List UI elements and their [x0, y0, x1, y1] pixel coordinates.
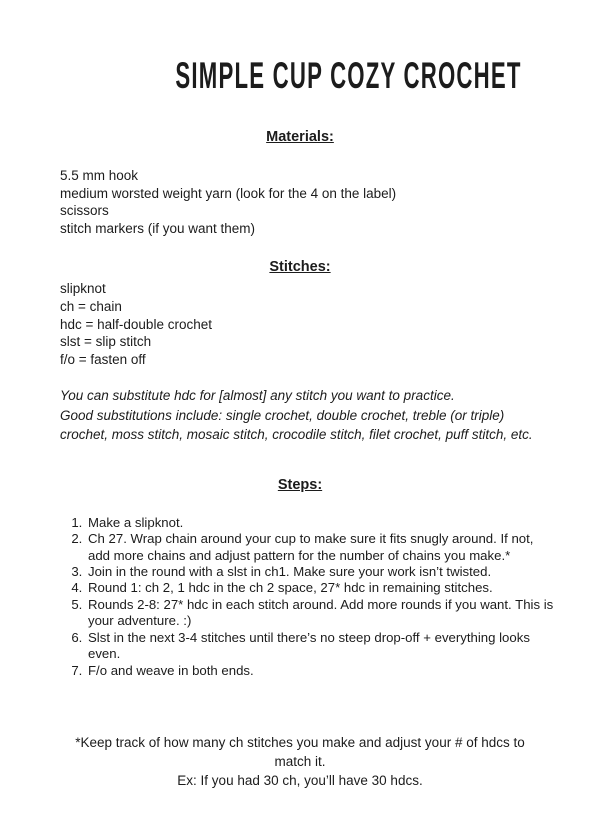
- steps-list: [60, 515, 557, 679]
- materials-list-item: scissors: [60, 203, 109, 219]
- stitches-list: [60, 280, 540, 368]
- document-page: [0, 57, 600, 790]
- materials-list: [60, 167, 540, 237]
- step-item: 7. F/o and weave in both ends.: [86, 663, 557, 679]
- substitution-note: [60, 386, 540, 445]
- page-title-text: SIMPLE CUP COZY CROCHET: [175, 55, 522, 96]
- substitution-note-paragraph: Good substitutions include: single crochet, double crochet, treble (or triple) crochet, moss stitch, mosaic stitch, crocodile stitch, filet crochet, puff stitch, etc.: [60, 407, 533, 443]
- stitches-list-item: slipknot: [60, 281, 106, 297]
- step-item: 2. Ch 27. Wrap chain around your cup to make sure it fits snugly around. If not, add more chains and adjust pattern for the number of chains you make.*: [86, 531, 557, 564]
- page-title: [60, 57, 540, 95]
- materials-heading: Materials:: [266, 129, 334, 145]
- stitches-list-item: hdc = half-double crochet: [60, 316, 212, 332]
- steps-heading: Steps:: [277, 476, 323, 493]
- step-item: 5. Rounds 2-8: 27* hdc in each stitch around. Add more rounds if you want. This is your adventure. :): [86, 597, 557, 630]
- stitches-list-item: ch = chain: [60, 298, 122, 314]
- footnote-line: Ex: If you had 30 ch, you’ll have 30 hdcs.: [177, 772, 423, 788]
- step-item: 3. Join in the round with a slst in ch1. Make sure your work isn’t twisted.: [86, 564, 557, 580]
- footnote: [60, 733, 540, 790]
- stitches-heading: Stitches:: [269, 259, 331, 276]
- section-stitches: [60, 258, 540, 368]
- section-materials: [60, 128, 540, 237]
- stitches-list-item: f/o = fasten off: [60, 351, 146, 367]
- step-item: 1. Make a slipknot.: [86, 515, 557, 531]
- footnote-line: *Keep track of how many ch stitches you make and adjust your # of hdcs to match it.: [75, 734, 525, 769]
- materials-list-item: stitch markers (if you want them): [60, 220, 256, 236]
- step-item: 4. Round 1: ch 2, 1 hdc in the ch 2 space, 27* hdc in remaining stitches.: [86, 580, 557, 596]
- materials-list-item: medium worsted weight yarn (look for the 4 on the label): [60, 185, 397, 201]
- step-item: 6. Slst in the next 3-4 stitches until there’s no steep drop-off + everything looks even.: [86, 630, 557, 663]
- stitches-list-item: slst = slip stitch: [60, 334, 152, 350]
- materials-list-item: 5.5 mm hook: [60, 168, 139, 183]
- section-steps: [60, 476, 554, 679]
- substitution-note-paragraph: You can substitute hdc for [almost] any stitch you want to practice.: [60, 388, 455, 404]
